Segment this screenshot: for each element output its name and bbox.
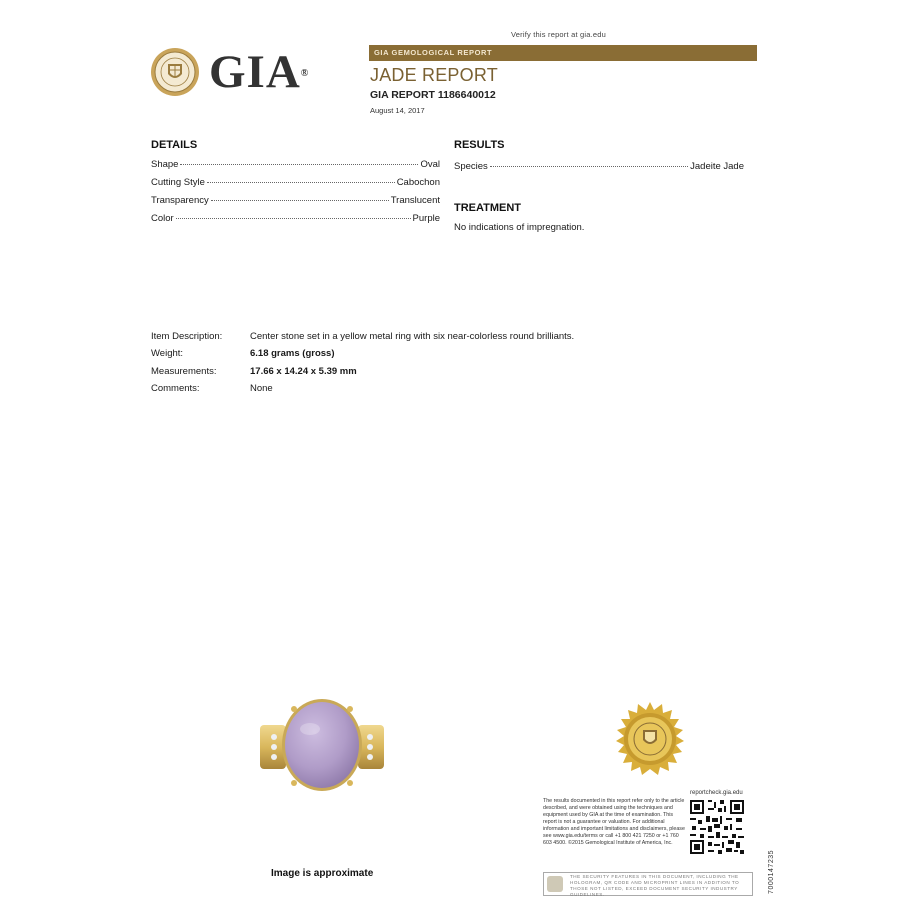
lock-icon (547, 876, 563, 892)
image-caption: Image is approximate (271, 868, 374, 879)
report-title: JADE REPORT (370, 65, 498, 85)
weight-value: 6.18 grams (gross) (250, 348, 335, 359)
comments-label: Comments: (151, 383, 200, 394)
report-number: GIA REPORT 1186640012 (370, 89, 496, 101)
legal-disclaimer: The results documented in this report refer only to the article described, and were obtained using the techniques and equipment used by GIA at the time of examination. This report is not a guarantee or valuation. For additional information and important limitations and disclaimers, please see www.gia.edu/terms or call +1 800 421 7250 or +1 760 603 4500. ©2015 Gemological Institute of America, Inc. (543, 798, 685, 846)
comments-value: None (250, 383, 273, 394)
detail-row-transparency: Transparency Translucent (151, 195, 440, 206)
reportcheck-url: reportcheck.gia.edu (690, 790, 743, 796)
measurements-value: 17.66 x 14.24 x 5.39 mm (250, 366, 357, 377)
report-date: August 14, 2017 (370, 106, 425, 115)
hologram-seal-icon (613, 702, 687, 776)
detail-row-shape: Shape Oval (151, 159, 440, 170)
item-description-value: Center stone set in a yellow metal ring with six near-colorless round brilliants. (250, 331, 575, 342)
item-description-label: Item Description: (151, 331, 223, 342)
detail-row-cutting-style: Cutting Style Cabochon (151, 177, 440, 188)
verify-link-text: Verify this report at gia.edu (511, 30, 607, 39)
security-text: THE SECURITY FEATURES IN THIS DOCUMENT, INCLUDING THE HOLOGRAM, QR CODE AND MICROPRINT LINES IN ADDITION TO THOSE NOT LISTED, EXCEED DOCUMENT SECURITY INDUSTRY GUIDELINES. (570, 874, 740, 897)
serial-number: 7000147235 (768, 850, 775, 894)
treatment-heading: TREATMENT (454, 202, 522, 214)
detail-row-color: Color Purple (151, 213, 440, 224)
measurements-label: Measurements: (151, 366, 217, 377)
treatment-text: No indications of impregnation. (454, 222, 585, 233)
ring-image (258, 693, 386, 797)
details-heading: DETAILS (151, 139, 198, 151)
gia-seal-icon (150, 47, 200, 97)
report-band: GIA GEMOLOGICAL REPORT (369, 45, 757, 61)
results-heading: RESULTS (454, 139, 505, 151)
result-row-species: Species Jadeite Jade (454, 161, 744, 172)
weight-label: Weight: (151, 348, 184, 359)
qr-code-icon (688, 798, 746, 856)
gia-logo: GIA® (209, 46, 310, 98)
